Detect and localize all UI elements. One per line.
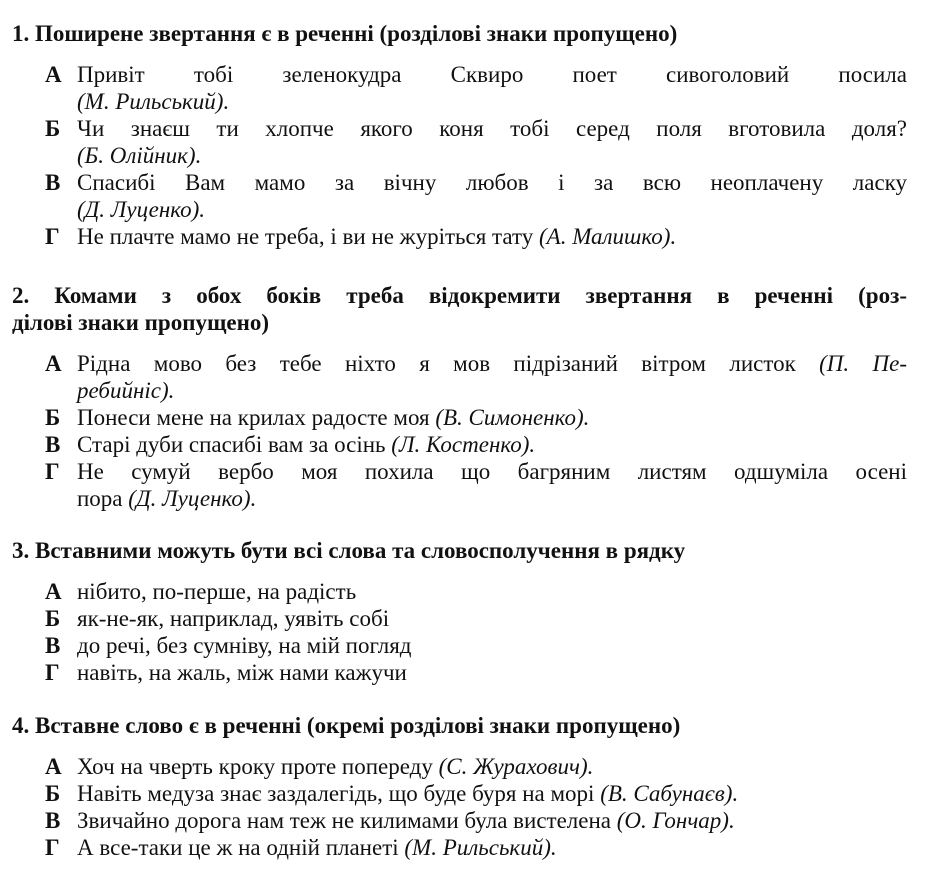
option-letter: Б bbox=[45, 781, 61, 806]
option-line bbox=[77, 169, 907, 196]
option-text: А все-таки це ж на одній планеті bbox=[77, 835, 405, 860]
answer-options bbox=[12, 578, 907, 686]
option-line bbox=[77, 578, 907, 605]
option-text: Старі дуби спасибі вам за осінь bbox=[77, 432, 392, 457]
option-author: (Б. Олійник). bbox=[77, 143, 202, 168]
option-letter: Б bbox=[45, 606, 61, 631]
option-author: (С. Журахович). bbox=[438, 754, 594, 779]
option-text: навіть, на жаль, між нами кажучи bbox=[77, 660, 407, 685]
option-letter: А bbox=[45, 62, 62, 87]
option-letter: А bbox=[45, 351, 62, 376]
answer-options bbox=[12, 350, 907, 512]
option-line bbox=[77, 377, 907, 404]
question-title-line: 2. Комами з обох боків треба відокремити звертання в реченні (роз- bbox=[12, 283, 907, 308]
answer-option bbox=[12, 780, 907, 807]
option-line bbox=[77, 807, 907, 834]
option-line bbox=[77, 142, 907, 169]
answer-option bbox=[12, 431, 907, 458]
answer-options bbox=[12, 753, 907, 861]
question-3 bbox=[12, 537, 907, 686]
option-author: (В. Симоненко). bbox=[435, 405, 590, 430]
question-title-line: 3. Вставними можуть бути всі слова та словосполучення в рядку bbox=[12, 538, 686, 563]
option-line bbox=[77, 431, 907, 458]
question-title-line: ділові знаки пропущено) bbox=[12, 310, 269, 335]
option-author: (П. Пе- bbox=[819, 351, 908, 376]
answer-option bbox=[12, 659, 907, 686]
option-letter: Б bbox=[45, 116, 61, 141]
option-letter: Г bbox=[45, 835, 60, 860]
option-text: Не сумуй вербо моя похила що багряним листям одшуміла осені bbox=[77, 459, 907, 484]
question-1 bbox=[12, 20, 907, 250]
option-author: ребийніс). bbox=[77, 378, 175, 403]
option-letter: Г bbox=[45, 459, 60, 484]
option-author: (М. Рильський). bbox=[77, 89, 230, 114]
option-letter: Г bbox=[45, 224, 60, 249]
answer-option bbox=[12, 115, 907, 169]
option-text: Хоч на чверть кроку проте попереду bbox=[77, 754, 439, 779]
option-letter: Б bbox=[45, 405, 61, 430]
option-text: Понеси мене на крилах радосте моя bbox=[77, 405, 436, 430]
option-text: Спасибі Вам мамо за вічну любов і за всю неоплачену ласку bbox=[77, 170, 907, 195]
option-line bbox=[77, 485, 907, 512]
option-text: Навіть медуза знає заздалегідь, що буде буря на морі bbox=[77, 781, 601, 806]
option-letter: В bbox=[45, 432, 61, 457]
option-letter: В bbox=[45, 808, 61, 833]
option-author: (А. Малишко). bbox=[538, 224, 677, 249]
option-line bbox=[77, 350, 907, 377]
option-text: нібито, по-перше, на радість bbox=[77, 579, 357, 604]
option-text: Привіт тобі зеленокудра Сквиро поет сивоголовий посила bbox=[77, 62, 907, 87]
option-author: (В. Сабунаєв). bbox=[600, 781, 739, 806]
option-line bbox=[77, 753, 907, 780]
answer-option bbox=[12, 61, 907, 115]
question-title bbox=[12, 712, 907, 739]
option-line bbox=[77, 780, 907, 807]
answer-option bbox=[12, 753, 907, 780]
answer-option bbox=[12, 458, 907, 512]
option-line bbox=[77, 458, 907, 485]
answer-option bbox=[12, 350, 907, 404]
option-letter: А bbox=[45, 754, 62, 779]
option-letter: А bbox=[45, 579, 62, 604]
option-line bbox=[77, 834, 907, 861]
option-line bbox=[77, 115, 907, 142]
option-line bbox=[77, 196, 907, 223]
question-title-line: 1. Поширене звертання є в реченні (розділові знаки пропущено) bbox=[12, 21, 678, 46]
answer-option bbox=[12, 605, 907, 632]
question-2 bbox=[12, 282, 907, 512]
answer-option bbox=[12, 404, 907, 431]
question-title bbox=[12, 537, 907, 564]
option-text: Звичайно дорога нам теж не килимами була вистелена bbox=[77, 808, 617, 833]
option-line bbox=[77, 605, 907, 632]
option-author: (Д. Луценко). bbox=[128, 486, 257, 511]
option-letter: Г bbox=[45, 660, 60, 685]
option-text: як-не-як, наприклад, уявіть собі bbox=[77, 606, 390, 631]
option-line bbox=[77, 632, 907, 659]
question-title-line: 4. Вставне слово є в реченні (окремі розділові знаки пропущено) bbox=[12, 713, 681, 738]
option-letter: В bbox=[45, 170, 61, 195]
option-text: Чи знаєш ти хлопче якого коня тобі серед поля вготовила доля? bbox=[77, 116, 907, 141]
option-text: Не плачте мамо не треба, і ви не журіться тату bbox=[77, 224, 539, 249]
answer-option bbox=[12, 578, 907, 605]
answer-options bbox=[12, 61, 907, 250]
option-author: (О. Гончар). bbox=[616, 808, 735, 833]
option-author: (Л. Костенко). bbox=[391, 432, 536, 457]
option-author: (М. Рильський). bbox=[404, 835, 557, 860]
option-text: пора bbox=[77, 486, 129, 511]
question-title bbox=[12, 282, 907, 336]
question-title bbox=[12, 20, 907, 47]
answer-option bbox=[12, 632, 907, 659]
option-letter: В bbox=[45, 633, 61, 658]
answer-option bbox=[12, 807, 907, 834]
option-text: Рідна мово без тебе ніхто я мов підрізаний вітром листок bbox=[77, 351, 820, 376]
answer-option bbox=[12, 834, 907, 861]
option-text: до речі, без сумніву, на мій погляд bbox=[77, 633, 412, 658]
option-line bbox=[77, 404, 907, 431]
option-author: (Д. Луценко). bbox=[77, 197, 206, 222]
answer-option bbox=[12, 223, 907, 250]
option-line bbox=[77, 61, 907, 88]
option-line bbox=[77, 88, 907, 115]
option-line bbox=[77, 223, 907, 250]
question-4 bbox=[12, 712, 907, 861]
option-line bbox=[77, 659, 907, 686]
answer-option bbox=[12, 169, 907, 223]
